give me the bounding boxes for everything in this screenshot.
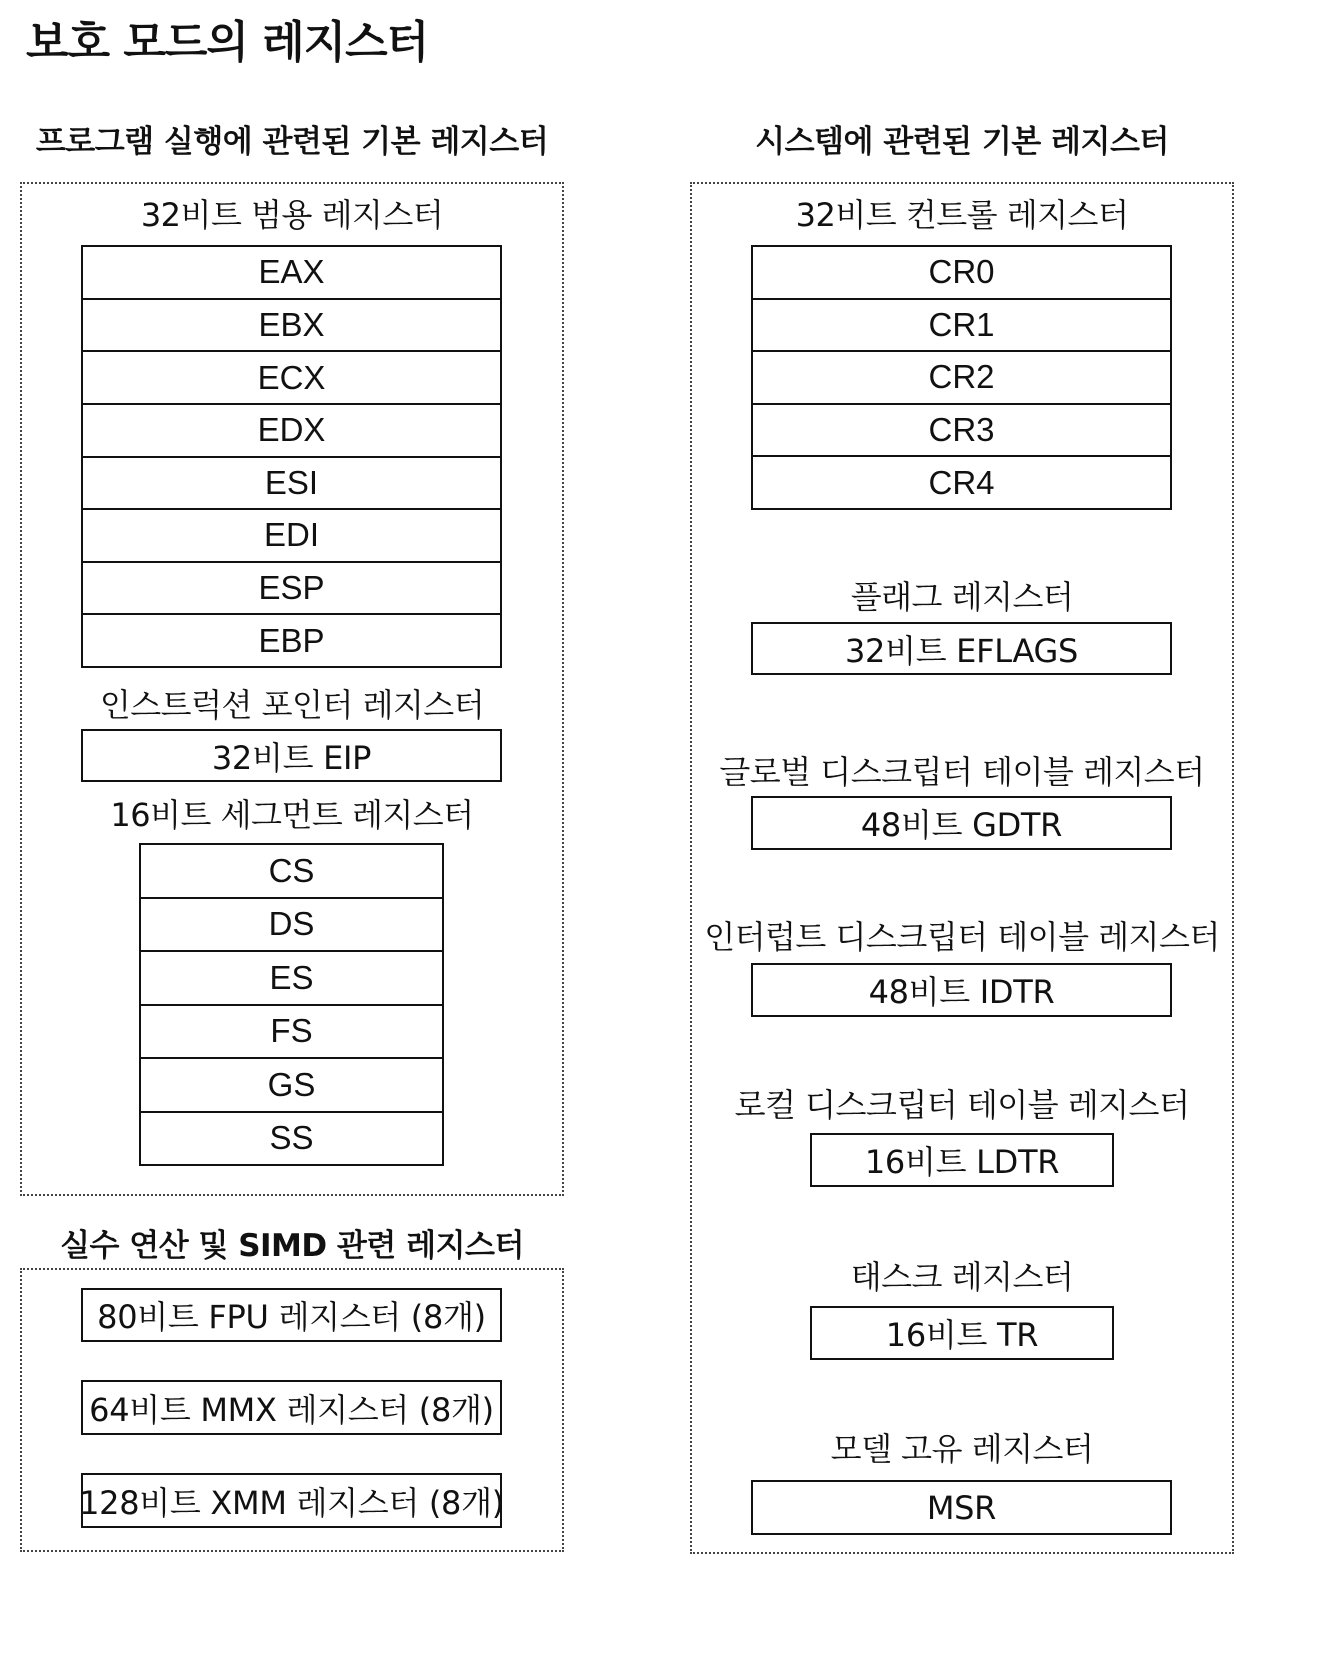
page-title: 보호 모드의 레지스터 <box>26 17 429 68</box>
system-registers-heading: 시스템에 관련된 기본 레지스터 <box>755 124 1169 160</box>
flags-register-label: 플래그 레지스터 <box>850 578 1074 616</box>
register-cr1: CR1 <box>753 298 1170 351</box>
register-edi: EDI <box>83 508 500 561</box>
register-esp: ESP <box>83 561 500 614</box>
register-cr3: CR3 <box>753 403 1170 456</box>
ip-register-label: 인스트럭션 포인터 레지스터 <box>99 686 485 724</box>
register-gdtr: 48비트 GDTR <box>751 796 1172 850</box>
register-es: ES <box>141 950 442 1004</box>
register-xmm: 128비트 XMM 레지스터 (8개) <box>81 1473 502 1528</box>
register-ebx: EBX <box>83 298 500 351</box>
gp-register-stack <box>81 245 502 668</box>
register-ecx: ECX <box>83 350 500 403</box>
gp-registers-label: 32비트 범용 레지스터 <box>140 196 444 234</box>
register-eax: EAX <box>258 253 325 291</box>
register-cr4: CR4 <box>753 455 1170 508</box>
register-fs: FS <box>141 1004 442 1058</box>
fpu-simd-heading: 실수 연산 및 SIMD 관련 레지스터 <box>60 1228 524 1264</box>
register-eflags: 32비트 EFLAGS <box>751 622 1172 675</box>
control-registers-label: 32비트 컨트롤 레지스터 <box>795 196 1129 234</box>
register-ldtr: 16비트 LDTR <box>810 1133 1114 1187</box>
gdtr-label: 글로벌 디스크립터 테이블 레지스터 <box>719 753 1205 791</box>
segment-register-stack <box>139 843 444 1166</box>
register-ebp: EBP <box>83 613 500 666</box>
register-gs: GS <box>141 1057 442 1111</box>
register-cs: CS <box>268 851 315 889</box>
register-fpu: 80비트 FPU 레지스터 (8개) <box>81 1288 502 1342</box>
idtr-label: 인터럽트 디스크립터 테이블 레지스터 <box>704 918 1220 956</box>
register-tr: 16비트 TR <box>810 1306 1114 1360</box>
register-cr2: CR2 <box>753 350 1170 403</box>
register-msr: MSR <box>751 1480 1172 1535</box>
register-edx: EDX <box>83 403 500 456</box>
register-ds: DS <box>141 897 442 951</box>
ldtr-label: 로컬 디스크립터 테이블 레지스터 <box>734 1086 1190 1124</box>
control-register-stack <box>751 245 1172 510</box>
program-registers-heading: 프로그램 실행에 관련된 기본 레지스터 <box>35 124 549 160</box>
task-register-label: 태스크 레지스터 <box>850 1258 1074 1296</box>
segment-registers-label: 16비트 세그먼트 레지스터 <box>110 796 474 834</box>
register-mmx: 64비트 MMX 레지스터 (8개) <box>81 1380 502 1435</box>
register-esi: ESI <box>83 456 500 509</box>
register-ss: SS <box>141 1111 442 1165</box>
register-idtr: 48비트 IDTR <box>751 963 1172 1017</box>
register-cr0: CR0 <box>928 253 995 291</box>
register-eip: 32비트 EIP <box>81 729 502 782</box>
msr-label: 모델 고유 레지스터 <box>830 1430 1094 1468</box>
